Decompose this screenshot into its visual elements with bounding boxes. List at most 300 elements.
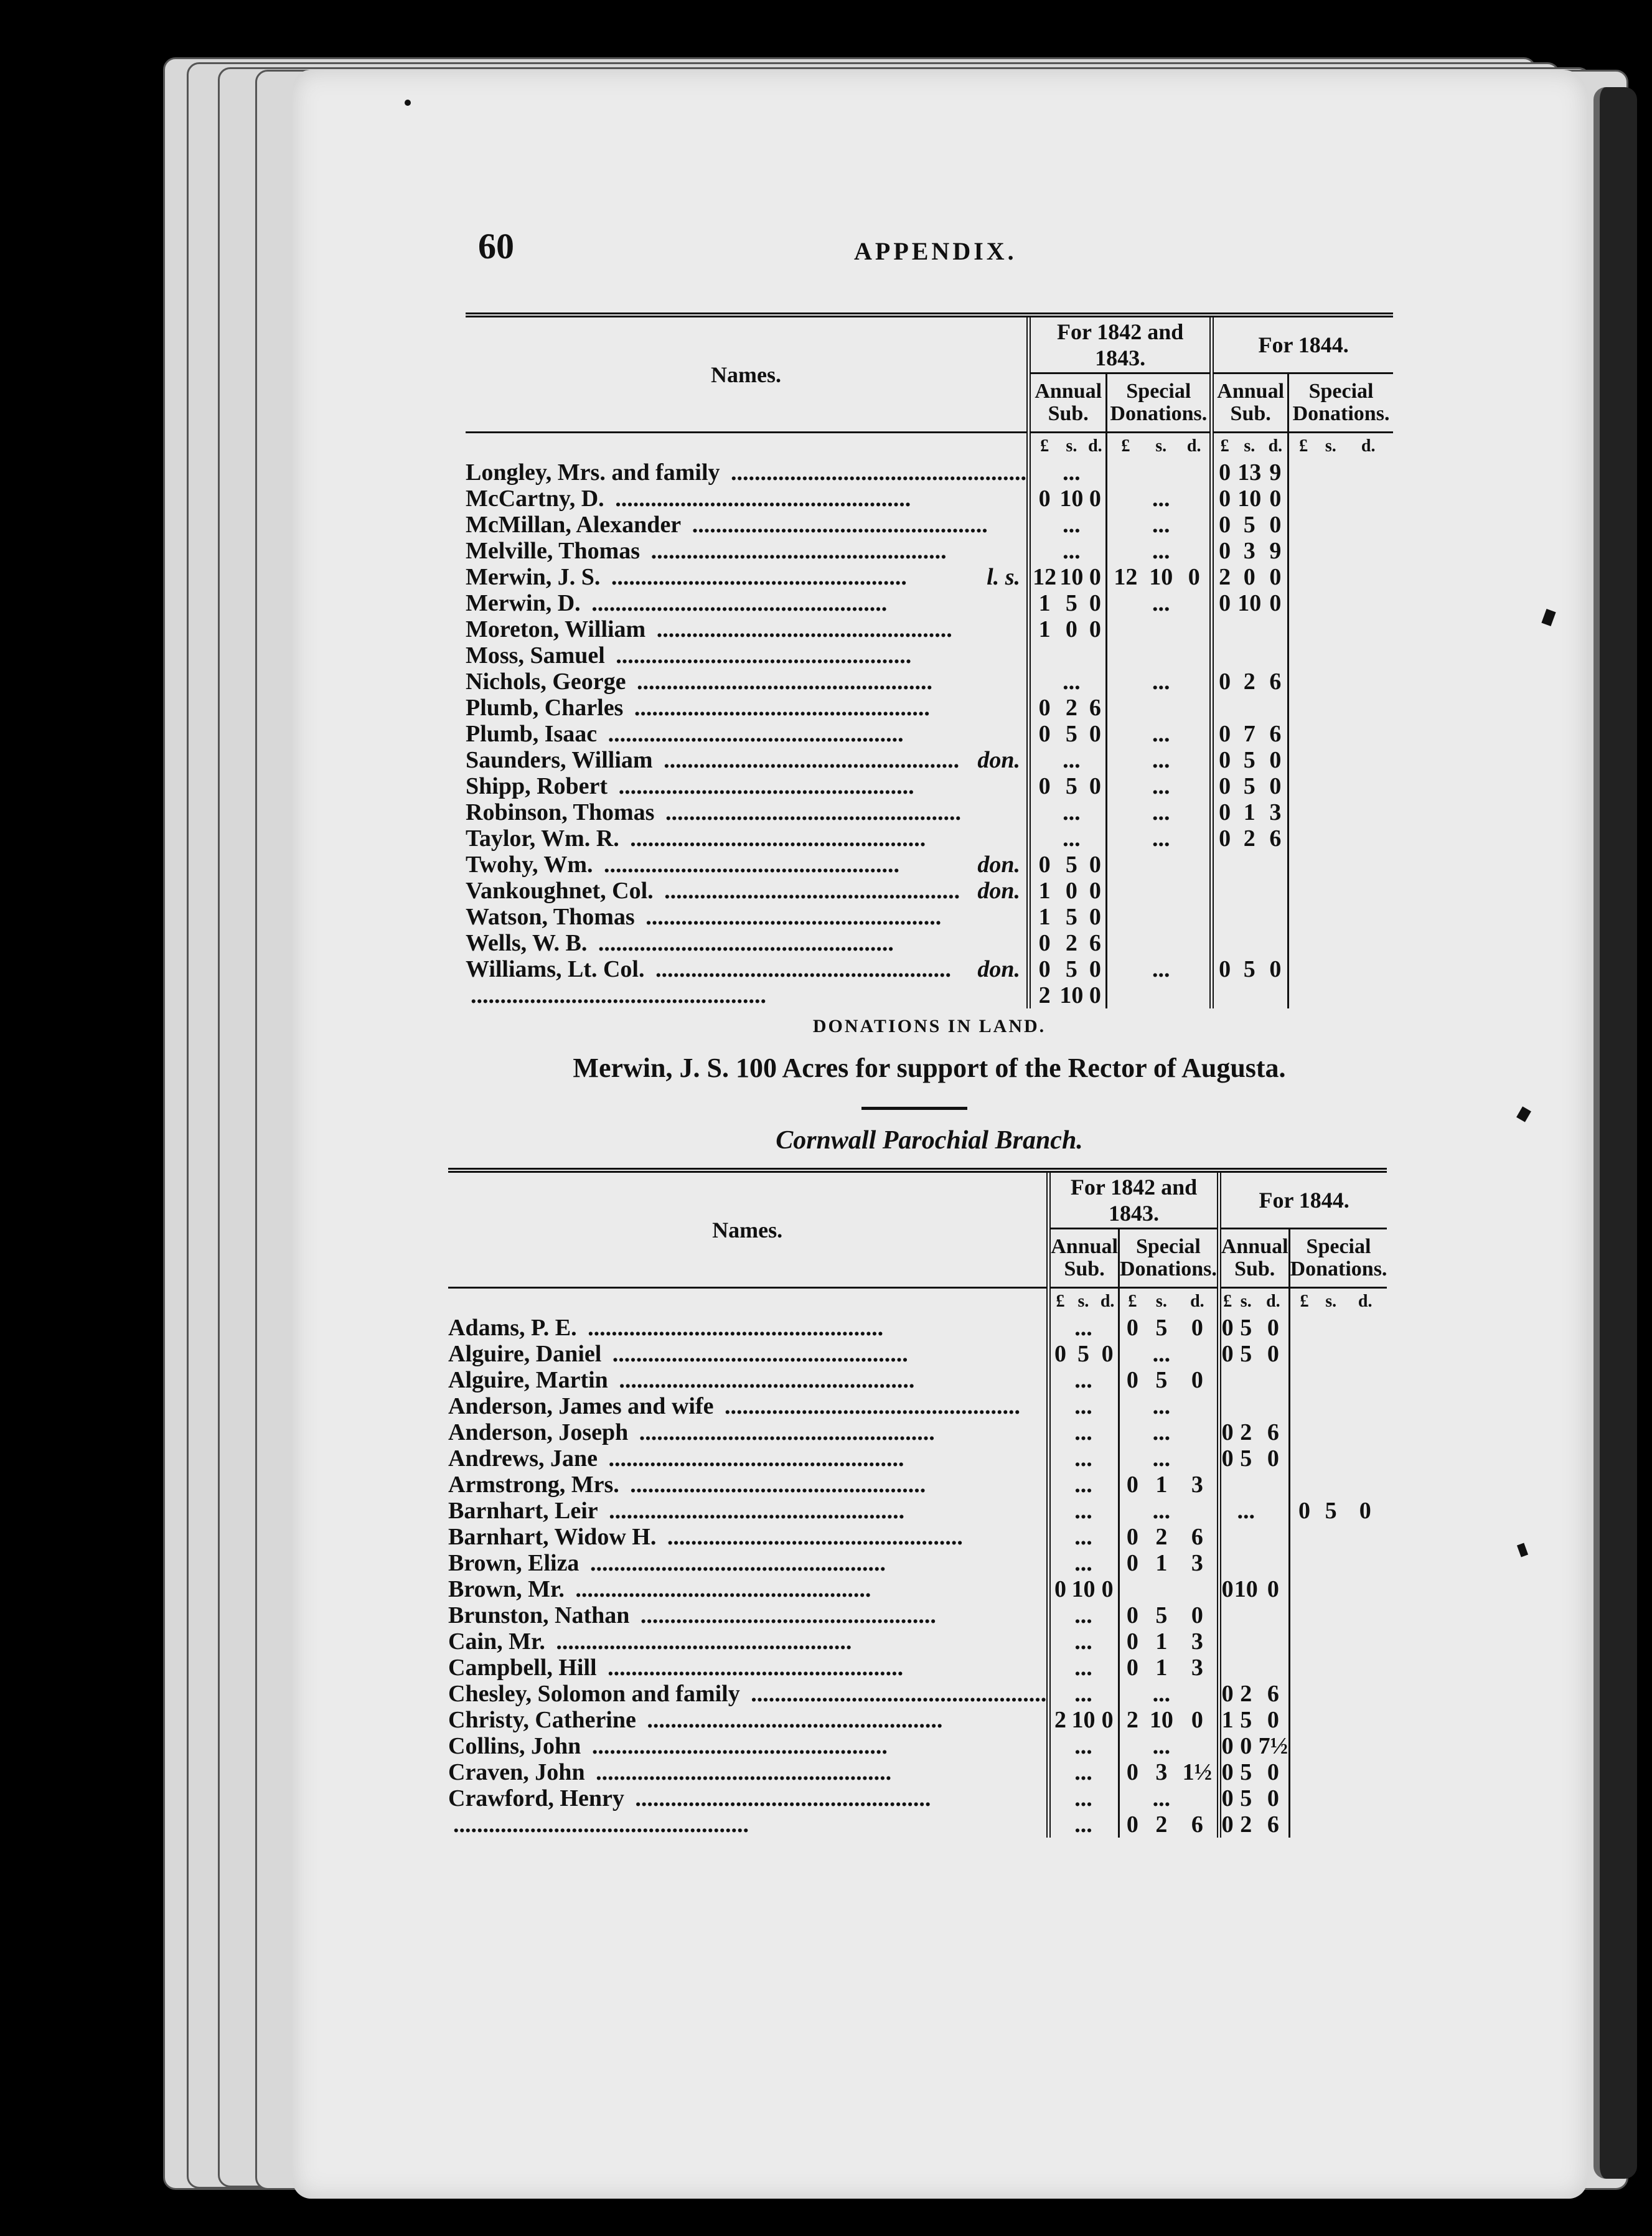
leader-dots: .................................................. xyxy=(612,1367,915,1393)
pence-cell xyxy=(1343,459,1393,486)
pounds-cell xyxy=(1049,1498,1070,1524)
shillings-cell: ... xyxy=(1063,538,1081,564)
shillings-cell: 5 xyxy=(1243,773,1255,799)
pounds-cell xyxy=(1289,1655,1318,1681)
leader-dots: .................................................. xyxy=(601,1655,904,1681)
leader-dots: .................................................. xyxy=(586,1733,888,1759)
shillings-cell xyxy=(1318,721,1343,747)
table-row xyxy=(448,1681,1387,1707)
shillings-cell xyxy=(1318,747,1343,773)
pounds-cell: 0 xyxy=(1219,669,1231,695)
pounds-cell: 2 xyxy=(1029,982,1059,1008)
shillings-cell: 0 xyxy=(1240,1733,1252,1759)
shillings-cell: ... xyxy=(1152,1393,1171,1419)
shillings-cell xyxy=(1318,1733,1343,1759)
shillings-cell xyxy=(1318,825,1343,852)
shillings-cell: ... xyxy=(1074,1655,1092,1681)
shillings-cell xyxy=(1318,512,1343,538)
pounds-cell xyxy=(1049,1393,1070,1419)
leader-dots: .................................................. xyxy=(603,1445,904,1472)
pence-cell xyxy=(1178,1393,1219,1419)
shillings-cell: ... xyxy=(1074,1602,1092,1628)
subscriber-name: Saunders, William xyxy=(466,747,658,773)
unit-pence: d. xyxy=(1268,436,1283,456)
table-row xyxy=(466,878,1393,904)
unit-pence: d. xyxy=(1100,1292,1115,1311)
pence-cell xyxy=(1097,1472,1119,1498)
unit-shilling: s. xyxy=(1155,1292,1167,1311)
subscriber-name: Andrews, Jane xyxy=(448,1445,603,1472)
pence-cell xyxy=(1178,878,1212,904)
table-row xyxy=(466,799,1393,825)
pounds-cell xyxy=(1289,1681,1318,1707)
shillings-cell xyxy=(1234,1655,1258,1681)
pounds-cell xyxy=(1288,642,1318,669)
pounds-cell xyxy=(1049,1811,1070,1838)
pence-cell: 3 xyxy=(1178,1550,1219,1576)
pence-cell xyxy=(1258,1498,1289,1524)
leader-dots: .................................................. xyxy=(592,930,894,956)
shillings-cell: ... xyxy=(1152,1785,1171,1811)
pounds-cell xyxy=(1107,904,1143,930)
pence-cell xyxy=(1343,1315,1387,1341)
shillings-cell xyxy=(1143,642,1178,669)
subscriber-name-cell xyxy=(466,982,1029,1008)
leader-dots: .................................................. xyxy=(639,904,942,930)
subscriber-note: l. s. xyxy=(984,564,1020,590)
shillings-cell: 10 xyxy=(1234,1576,1258,1602)
subscription-table-2 xyxy=(448,1168,1387,1838)
pounds-cell xyxy=(1288,512,1318,538)
shillings-cell xyxy=(1236,904,1264,930)
pounds-cell: 0 xyxy=(1289,1498,1318,1524)
subscriber-name-cell xyxy=(466,852,1029,878)
pounds-cell xyxy=(1107,459,1143,486)
pounds-cell: 0 xyxy=(1219,825,1231,852)
pence-cell: 9 xyxy=(1269,459,1282,486)
pence-cell xyxy=(1178,616,1212,642)
table-row xyxy=(448,1759,1387,1785)
pounds-cell xyxy=(1107,669,1143,695)
pounds-cell: 0 xyxy=(1219,956,1231,982)
pence-cell: 0 xyxy=(1089,564,1101,590)
pounds-cell: 0 xyxy=(1119,1811,1145,1838)
unit-pence: d. xyxy=(1088,436,1102,456)
unit-pound: £ xyxy=(1288,433,1318,460)
subscriber-name-cell xyxy=(448,1445,1049,1472)
leader-dots: .................................................. xyxy=(603,1498,905,1524)
leader-dots: .................................................. xyxy=(569,1576,871,1602)
table-row xyxy=(448,1341,1387,1367)
subscriber-name-cell xyxy=(466,825,1029,852)
pence-cell xyxy=(1178,904,1212,930)
shillings-cell: ... xyxy=(1074,1472,1092,1498)
pence-cell xyxy=(1343,1785,1387,1811)
special-donations-header: Special Donations. xyxy=(1288,373,1393,433)
subscriber-name-cell xyxy=(466,904,1029,930)
pence-cell xyxy=(1343,1681,1387,1707)
leader-dots: .................................................. xyxy=(602,721,904,747)
shillings-cell xyxy=(1318,669,1343,695)
pounds-cell: 0 xyxy=(1221,1785,1234,1811)
pounds-cell xyxy=(1107,747,1143,773)
shillings-cell: ... xyxy=(1063,459,1081,486)
pounds-cell xyxy=(1049,1602,1070,1628)
subscriber-name-cell xyxy=(448,1628,1049,1655)
table-row xyxy=(448,1576,1387,1602)
pence-cell xyxy=(1097,1655,1119,1681)
shillings-cell: ... xyxy=(1152,1419,1171,1445)
pence-cell xyxy=(1178,512,1212,538)
pence-cell xyxy=(1178,695,1212,721)
pounds-cell xyxy=(1107,512,1143,538)
table-row xyxy=(466,642,1393,669)
pence-cell: 6 xyxy=(1269,825,1282,852)
leader-dots: .................................................. xyxy=(605,564,907,590)
subscriber-name-cell xyxy=(466,799,1029,825)
pence-cell xyxy=(1264,616,1288,642)
pounds-cell xyxy=(1107,852,1143,878)
subscriber-name: Twohy, Wm. xyxy=(466,852,598,878)
leader-dots: .................................................. xyxy=(471,982,766,1008)
pounds-cell xyxy=(1288,852,1318,878)
leader-dots: .................................................. xyxy=(612,773,914,799)
pence-cell xyxy=(1343,930,1393,956)
subscriber-name-cell xyxy=(466,956,1029,982)
table-row xyxy=(448,1524,1387,1550)
leader-dots: .................................................. xyxy=(624,825,926,852)
pounds-cell: 0 xyxy=(1219,773,1231,799)
shillings-cell xyxy=(1236,930,1264,956)
table-row xyxy=(448,1550,1387,1576)
subscriber-name: Brunston, Nathan xyxy=(448,1602,634,1628)
pounds-cell: 0 xyxy=(1029,773,1059,799)
pounds-cell: 0 xyxy=(1219,799,1231,825)
shillings-cell xyxy=(1318,1393,1343,1419)
shillings-cell: 0 xyxy=(1065,878,1077,904)
pence-cell xyxy=(1084,538,1106,564)
shillings-cell: 0 xyxy=(1243,564,1255,590)
shillings-cell: 5 xyxy=(1240,1341,1252,1367)
currency-units-row xyxy=(448,1288,1387,1315)
unit-pound: £ xyxy=(1029,433,1059,460)
pounds-cell xyxy=(1219,1602,1234,1628)
table-row xyxy=(448,1733,1387,1759)
table-row xyxy=(466,982,1393,1008)
pence-cell: 0 xyxy=(1178,1707,1219,1733)
table-row xyxy=(466,616,1393,642)
pence-cell xyxy=(1178,982,1212,1008)
subscriber-note: don. xyxy=(975,747,1020,773)
leader-dots: .................................................. xyxy=(584,1550,886,1576)
pounds-cell xyxy=(1029,747,1059,773)
pounds-cell xyxy=(1119,1419,1145,1445)
shillings-cell: ... xyxy=(1152,538,1170,564)
pounds-cell xyxy=(1029,669,1059,695)
pence-cell xyxy=(1178,930,1212,956)
pence-cell xyxy=(1097,1315,1119,1341)
pounds-cell xyxy=(1049,1655,1070,1681)
pounds-cell xyxy=(1107,590,1143,616)
pence-cell: 1½ xyxy=(1178,1759,1219,1785)
pence-cell xyxy=(1343,1367,1387,1393)
pence-cell xyxy=(1097,1733,1119,1759)
pounds-cell xyxy=(1107,695,1143,721)
pence-cell xyxy=(1343,486,1393,512)
shillings-cell: 2 xyxy=(1243,669,1255,695)
shillings-cell xyxy=(1236,695,1264,721)
pounds-cell xyxy=(1212,852,1236,878)
subscriber-name: Merwin, D. xyxy=(466,590,586,616)
subscriber-name-cell xyxy=(466,512,1029,538)
pounds-cell xyxy=(1107,878,1143,904)
pounds-cell xyxy=(1288,590,1318,616)
shillings-cell: ... xyxy=(1074,1785,1092,1811)
shillings-cell xyxy=(1318,642,1343,669)
pence-cell xyxy=(1084,642,1106,669)
shillings-cell xyxy=(1236,982,1264,1008)
pounds-cell: 2 xyxy=(1049,1707,1070,1733)
pounds-cell xyxy=(1289,1341,1318,1367)
pounds-cell xyxy=(1289,1811,1318,1838)
pence-cell: 0 xyxy=(1101,1707,1114,1733)
pounds-cell xyxy=(1289,1733,1318,1759)
book-spine-edge xyxy=(1593,87,1637,2179)
table-row xyxy=(448,1419,1387,1445)
pounds-cell: 1 xyxy=(1029,904,1059,930)
subscriber-name: Merwin, J. S. xyxy=(466,564,605,590)
pounds-cell xyxy=(1049,1419,1070,1445)
pounds-cell: 0 xyxy=(1119,1472,1145,1498)
leader-dots: .................................................. xyxy=(744,1681,1047,1707)
subscriber-note: don. xyxy=(975,878,1020,904)
pence-cell xyxy=(1178,1785,1219,1811)
pounds-cell xyxy=(1288,773,1318,799)
pounds-cell: 0 xyxy=(1119,1655,1145,1681)
subscriber-name-cell xyxy=(466,538,1029,564)
leader-dots: .................................................. xyxy=(686,512,988,538)
shillings-cell: 10 xyxy=(1237,486,1262,512)
pounds-cell: 0 xyxy=(1219,747,1231,773)
pence-cell xyxy=(1097,1602,1119,1628)
pence-cell: 0 xyxy=(1178,1315,1219,1341)
pence-cell: 0 xyxy=(1267,1341,1279,1367)
shillings-cell xyxy=(1318,930,1343,956)
subscriber-name: Robinson, Thomas xyxy=(466,799,659,825)
shillings-cell: 1 xyxy=(1155,1472,1168,1498)
subscriber-name-cell xyxy=(448,1498,1049,1524)
subscriber-name: Collins, John xyxy=(448,1733,586,1759)
subscriber-name: Adams, P. E. xyxy=(448,1315,582,1341)
pounds-cell: 12 xyxy=(1107,564,1143,590)
pounds-cell: 0 xyxy=(1049,1341,1070,1367)
pence-cell xyxy=(1097,1628,1119,1655)
pounds-cell: 0 xyxy=(1029,956,1059,982)
shillings-cell xyxy=(1318,1576,1343,1602)
pounds-cell xyxy=(1107,930,1143,956)
pounds-cell: 0 xyxy=(1119,1602,1145,1628)
shillings-cell: ... xyxy=(1237,1498,1255,1524)
pence-cell xyxy=(1178,799,1212,825)
leader-dots: .................................................. xyxy=(661,1524,963,1550)
subscriber-name: Craven, John xyxy=(448,1759,590,1785)
shillings-cell xyxy=(1143,616,1178,642)
shillings-cell xyxy=(1318,1341,1343,1367)
shillings-cell: ... xyxy=(1152,1445,1171,1472)
pounds-cell xyxy=(1219,1393,1234,1419)
pence-cell xyxy=(1178,825,1212,852)
subscriber-name: Moreton, William xyxy=(466,616,650,642)
pence-cell xyxy=(1343,1602,1387,1628)
pounds-cell xyxy=(1212,616,1236,642)
pounds-cell xyxy=(1107,825,1143,852)
pence-cell xyxy=(1097,1759,1119,1785)
leader-dots: .................................................. xyxy=(453,1811,749,1838)
shillings-cell: ... xyxy=(1152,669,1170,695)
pence-cell xyxy=(1258,1628,1289,1655)
shillings-cell xyxy=(1143,695,1178,721)
pounds-cell: 0 xyxy=(1029,721,1059,747)
unit-pound: £ xyxy=(1049,1288,1070,1315)
shillings-cell: ... xyxy=(1152,773,1170,799)
table-row xyxy=(448,1393,1387,1419)
pounds-cell xyxy=(1288,486,1318,512)
annual-sub-header: Annual Sub. xyxy=(1212,373,1288,433)
subscriber-name: Nichols, George xyxy=(466,669,631,695)
table-row xyxy=(448,1811,1387,1838)
pence-cell: 0 xyxy=(1267,1315,1279,1341)
subscriber-name-cell xyxy=(448,1524,1049,1550)
shillings-cell xyxy=(1236,852,1264,878)
pence-cell xyxy=(1258,1393,1289,1419)
pence-cell xyxy=(1097,1445,1119,1472)
pence-cell: 0 xyxy=(1267,1785,1279,1811)
shillings-cell xyxy=(1143,852,1178,878)
pounds-cell: 0 xyxy=(1219,590,1231,616)
pounds-cell xyxy=(1289,1785,1318,1811)
shillings-cell xyxy=(1234,1367,1258,1393)
pounds-cell xyxy=(1107,956,1143,982)
pounds-cell xyxy=(1288,695,1318,721)
pence-cell: 0 xyxy=(1089,616,1101,642)
pence-cell xyxy=(1343,982,1393,1008)
shillings-cell xyxy=(1143,930,1178,956)
pence-cell xyxy=(1084,799,1106,825)
annual-sub-header: Annual Sub. xyxy=(1029,373,1107,433)
pounds-cell xyxy=(1107,486,1143,512)
pounds-cell xyxy=(1107,721,1143,747)
pence-cell xyxy=(1343,1576,1387,1602)
pence-cell: 0 xyxy=(1089,982,1101,1008)
pounds-cell: 0 xyxy=(1049,1576,1070,1602)
pence-cell: 6 xyxy=(1178,1811,1219,1838)
pence-cell xyxy=(1343,1811,1387,1838)
shillings-cell xyxy=(1318,590,1343,616)
subscriber-name-cell xyxy=(466,486,1029,512)
pence-cell xyxy=(1178,852,1212,878)
table-row xyxy=(466,930,1393,956)
shillings-cell xyxy=(1234,1602,1258,1628)
pence-cell xyxy=(1343,669,1393,695)
shillings-cell: 5 xyxy=(1243,512,1255,538)
subscriber-name: Chesley, Solomon and family xyxy=(448,1681,745,1707)
pounds-cell xyxy=(1029,512,1059,538)
table-row xyxy=(466,486,1393,512)
pence-cell xyxy=(1343,747,1393,773)
subscriber-name-cell xyxy=(466,590,1029,616)
pounds-cell xyxy=(1049,1524,1070,1550)
pounds-cell xyxy=(1049,1472,1070,1498)
shillings-cell xyxy=(1318,616,1343,642)
pence-cell: 0 xyxy=(1267,1759,1279,1785)
pounds-cell xyxy=(1288,878,1318,904)
pounds-cell xyxy=(1119,1393,1145,1419)
table-row xyxy=(448,1498,1387,1524)
table-row xyxy=(448,1785,1387,1811)
table-row xyxy=(448,1628,1387,1655)
pence-cell: 0 xyxy=(1269,747,1282,773)
pounds-cell xyxy=(1289,1707,1318,1733)
shillings-cell: 5 xyxy=(1065,904,1077,930)
pounds-cell: 0 xyxy=(1119,1524,1145,1550)
pence-cell: 0 xyxy=(1359,1498,1371,1524)
pence-cell xyxy=(1343,1524,1387,1550)
shillings-cell: 2 xyxy=(1240,1811,1252,1838)
pence-cell: 3 xyxy=(1269,799,1282,825)
shillings-cell: 10 xyxy=(1237,590,1262,616)
pounds-cell: 0 xyxy=(1219,486,1231,512)
pounds-cell xyxy=(1049,1759,1070,1785)
shillings-cell xyxy=(1318,1419,1343,1445)
pounds-cell xyxy=(1107,799,1143,825)
pounds-cell: 0 xyxy=(1219,538,1231,564)
subscriber-name: Christy, Catherine xyxy=(448,1707,641,1733)
subscriber-name-cell xyxy=(448,1602,1049,1628)
pounds-cell: 0 xyxy=(1221,1733,1234,1759)
pounds-cell: 1 xyxy=(1029,590,1059,616)
pence-cell xyxy=(1343,1759,1387,1785)
table-row xyxy=(466,459,1393,486)
pounds-cell: 0 xyxy=(1221,1576,1234,1602)
subscriber-name-cell xyxy=(466,930,1029,956)
shillings-cell xyxy=(1318,538,1343,564)
annual-sub-header: Annual Sub. xyxy=(1049,1229,1119,1288)
subscriber-name: Barnhart, Leir xyxy=(448,1498,603,1524)
pence-cell: 0 xyxy=(1089,590,1101,616)
pounds-cell xyxy=(1289,1419,1318,1445)
pounds-cell xyxy=(1049,1550,1070,1576)
shillings-cell: 5 xyxy=(1065,590,1077,616)
pence-cell xyxy=(1343,825,1393,852)
shillings-cell: ... xyxy=(1152,512,1170,538)
pence-cell: 0 xyxy=(1089,878,1101,904)
shillings-cell: ... xyxy=(1063,669,1081,695)
pence-cell: 0 xyxy=(1089,773,1101,799)
pounds-cell xyxy=(1288,799,1318,825)
subscriber-name-cell xyxy=(448,1811,1049,1838)
pence-cell: 0 xyxy=(1269,486,1282,512)
pence-cell xyxy=(1178,486,1212,512)
pence-cell: 6 xyxy=(1178,1524,1219,1550)
leader-dots: .................................................. xyxy=(624,1472,926,1498)
shillings-cell xyxy=(1318,1445,1343,1472)
names-header: Names. xyxy=(466,315,1029,433)
shillings-cell: ... xyxy=(1074,1733,1092,1759)
pence-cell xyxy=(1343,1419,1387,1445)
shillings-cell xyxy=(1318,1472,1343,1498)
donations-in-land-heading: DONATIONS IN LAND. xyxy=(812,1016,1046,1036)
shillings-cell: 10 xyxy=(1149,564,1173,590)
